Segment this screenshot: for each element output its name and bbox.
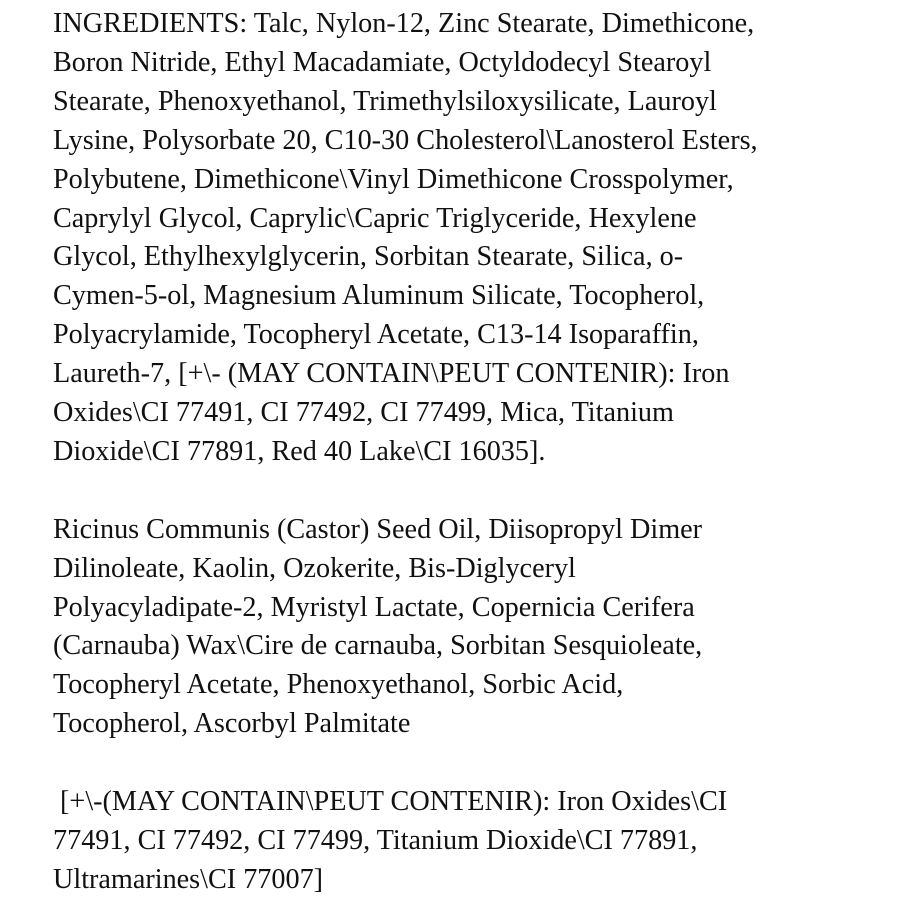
text-line: Tocopheryl Acetate, Phenoxyethanol, Sorbic Acid, <box>53 669 624 701</box>
paragraph-spacer <box>53 744 873 783</box>
text-line: Polyacrylamide, Tocopheryl Acetate, C13-14 Isoparaffin, <box>53 319 699 351</box>
text-line: Caprylyl Glycol, Caprylic\Capric Triglyceride, Hexylene <box>53 202 697 234</box>
text-line: [+\-(MAY CONTAIN\PEUT CONTENIR): Iron Oxides\CI <box>53 786 728 818</box>
text-line: Stearate, Phenoxyethanol, Trimethylsiloxysilicate, Lauroyl <box>53 85 717 117</box>
text-line: Ricinus Communis (Castor) Seed Oil, Diisopropyl Dimer <box>53 513 703 545</box>
may-contain-paragraph <box>53 783 873 900</box>
ingredients-paragraph-primary <box>53 5 873 472</box>
ingredients-paragraph-secondary <box>53 511 873 744</box>
text-line: Lysine, Polysorbate 20, C10-30 Cholesterol\Lanosterol Esters, <box>53 124 758 156</box>
text-line: Dilinoleate, Kaolin, Ozokerite, Bis-Diglyceryl <box>53 552 576 584</box>
text-line: INGREDIENTS: Talc, Nylon-12, Zinc Stearate, Dimethicone, <box>53 8 755 39</box>
text-line: Dioxide\CI 77891, Red 40 Lake\CI 16035]. <box>53 435 546 467</box>
text-line: Laureth-7, [+\- (MAY CONTAIN\PEUT CONTENIR): Iron <box>53 358 730 390</box>
text-line: Ultramarines\CI 77007] <box>53 863 324 895</box>
text-line: Oxides\CI 77491, CI 77492, CI 77499, Mica, Titanium <box>53 397 674 429</box>
text-line: Polybutene, Dimethicone\Vinyl Dimethicone Crosspolymer, <box>53 163 734 195</box>
ingredients-document <box>53 5 873 900</box>
text-line: Boron Nitride, Ethyl Macadamiate, Octyldodecyl Stearoyl <box>53 46 712 78</box>
text-line: Glycol, Ethylhexylglycerin, Sorbitan Stearate, Silica, o- <box>53 241 684 273</box>
paragraph-spacer <box>53 472 873 511</box>
text-line: 77491, CI 77492, CI 77499, Titanium Dioxide\CI 77891, <box>53 825 698 856</box>
text-line: Tocopherol, Ascorbyl Palmitate <box>53 708 411 740</box>
text-line: Polyacyladipate-2, Myristyl Lactate, Copernicia Cerifera <box>53 591 695 623</box>
text-line: Cymen-5-ol, Magnesium Aluminum Silicate, Tocopherol, <box>53 280 705 312</box>
text-line: (Carnauba) Wax\Cire de carnauba, Sorbitan Sesquioleate, <box>53 630 703 662</box>
